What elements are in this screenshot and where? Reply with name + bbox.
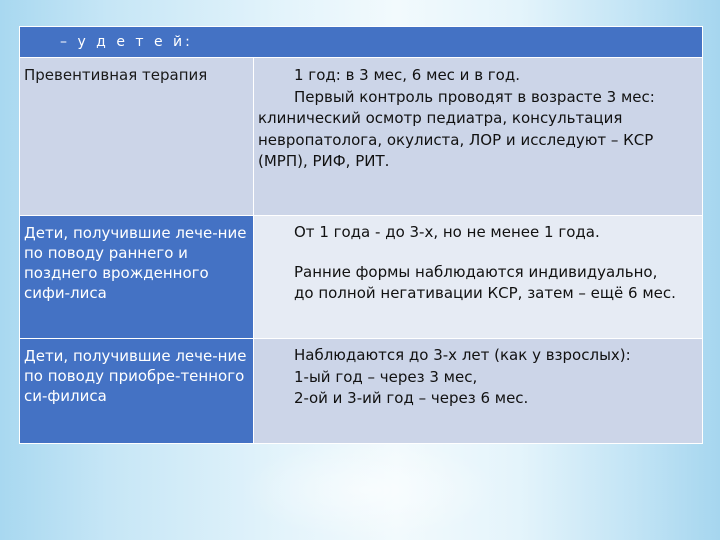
schedule-line: 2-ой и 3-ий год – через 6 мес.	[294, 389, 529, 407]
category-cell: Превентивная терапия	[20, 58, 254, 216]
schedule-cell	[254, 216, 703, 339]
schedule-line: невропатолога, окулиста, ЛОР и исследуют – КСР	[258, 130, 654, 149]
schedule-line: Первый контроль проводят в возрасте 3 мес:	[294, 87, 655, 106]
table-row	[20, 58, 703, 216]
schedule-line: (МРП), РИФ, РИТ.	[258, 152, 390, 170]
table-row	[20, 339, 703, 444]
schedule-line: до полной негативации КСР, затем – ещё 6 мес.	[294, 284, 676, 302]
schedule-line: 1 год: в 3 мес, 6 мес и в год.	[294, 66, 521, 84]
schedule-cell	[254, 339, 703, 444]
category-cell: Дети, получившие лече-ние по поводу раннего и позднего врожденного сифи-лиса	[20, 216, 254, 339]
table-row	[20, 216, 703, 339]
decorative-glow	[240, 440, 500, 540]
schedule-line: Ранние формы наблюдаются индивидуально,	[294, 262, 658, 281]
schedule-line: Наблюдаются до 3-х лет (как у взрослых):	[294, 346, 631, 364]
table-header: – у д е т е й:	[20, 27, 703, 58]
table-header-row	[20, 27, 703, 58]
schedule-line: клинический осмотр педиатра, консультация	[258, 109, 623, 127]
schedule-line: От 1 года - до 3-х, но не менее 1 года.	[294, 223, 600, 241]
schedule-line: 1-ый год – через 3 мес,	[294, 367, 478, 386]
follow-up-table	[19, 26, 703, 444]
schedule-cell	[254, 58, 703, 216]
category-cell: Дети, получившие лече-ние по поводу приобре-тенного си-филиса	[20, 339, 254, 444]
